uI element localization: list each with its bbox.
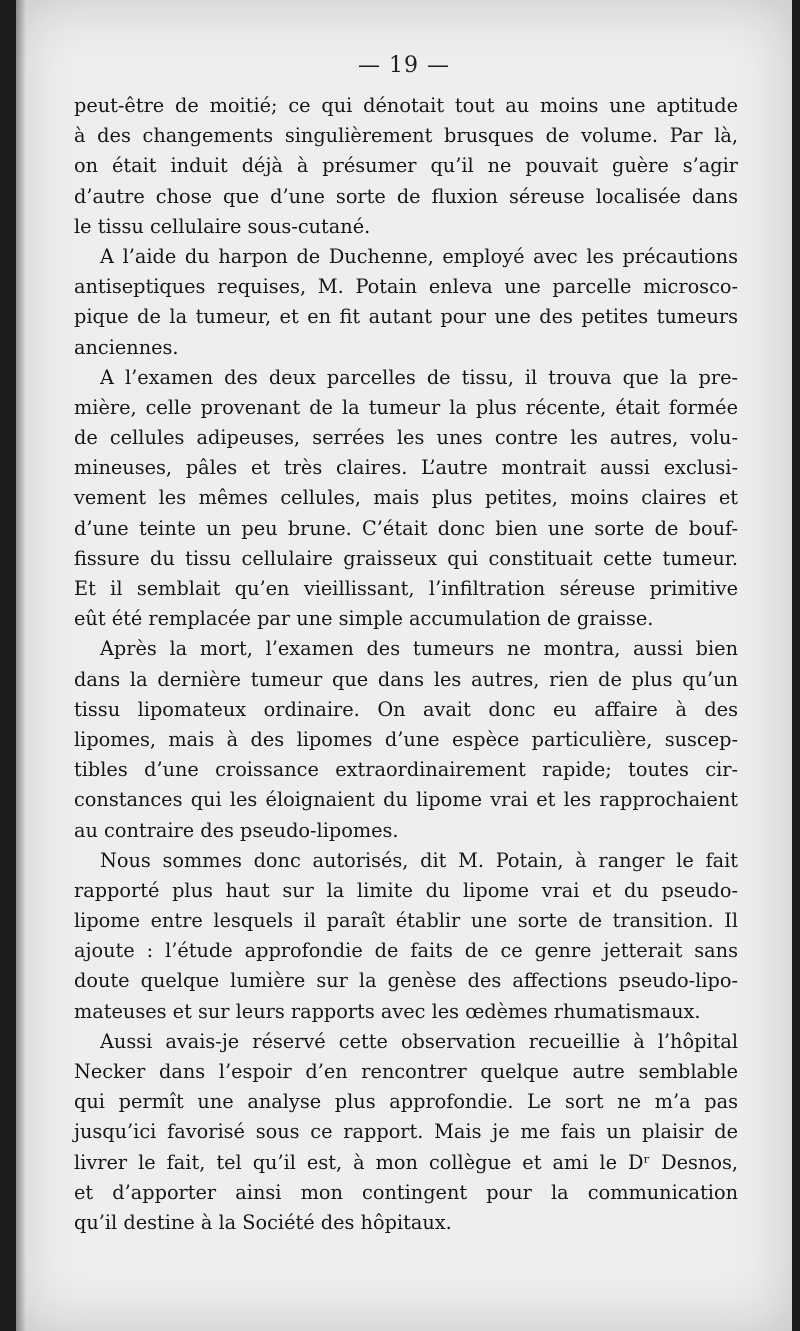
text-line: eût été remplacée par une simple accumulation de graisse. <box>74 607 654 631</box>
text-line: Nous sommes donc autorisés, dit M. Potain, à ranger le fait <box>100 848 738 872</box>
text-line: rapporté plus haut sur la limite du lipome vrai et du pseudo- <box>74 878 738 902</box>
text-line: qui permît une analyse plus approfondie. Le sort ne m’a pas <box>74 1090 738 1114</box>
text-line: Necker dans l’espoir d’en rencontrer quelque autre semblable <box>74 1060 738 1083</box>
text-line: lipomes, mais à des lipomes d’une espèce particulière, suscep- <box>74 727 738 751</box>
text-line: Et il semblait qu’en vieillissant, l’infiltration séreuse primitive <box>74 577 738 600</box>
text-line: peut-être de moitié; ce qui dénotait tout au moins une aptitude <box>74 94 738 117</box>
text-line: antiseptiques requises, M. Potain enleva une parcelle microsco- <box>74 275 738 299</box>
text-line: qu’il destine à la Société des hôpitaux. <box>74 1210 452 1234</box>
text-line: au contraire des pseudo-lipomes. <box>74 818 399 842</box>
paragraph-6 <box>74 1027 738 1238</box>
text-line: constances qui les éloignaient du lipome vrai et les rapprochaient <box>74 788 738 812</box>
text-line: à des changements singulièrement brusques de volume. Par là, <box>74 124 738 148</box>
text-line: Après la mort, l’examen des tumeurs ne montra, aussi bien <box>100 637 738 661</box>
text-line: vement les mêmes cellules, mais plus petites, moins claires et <box>74 486 738 510</box>
page-number: — 19 — <box>358 53 450 78</box>
text-line: jusqu’ici favorisé sous ce rapport. Mais je me fais un plaisir de <box>74 1120 738 1144</box>
book-page <box>16 0 792 1331</box>
paragraph-5 <box>74 846 738 1027</box>
text-line: ajoute : l’étude approfondie de faits de ce genre jetterait sans <box>74 939 738 963</box>
paragraph-2 <box>74 242 738 363</box>
text-line: mineuses, pâles et très claires. L’autre montrait aussi exclusi- <box>74 456 738 480</box>
text-line: tibles d’une croissance extraordinairement rapide; toutes cir- <box>74 758 738 782</box>
text-line: lipome entre lesquels il paraît établir une sorte de transition. Il <box>74 909 738 933</box>
text-line: tissu lipomateux ordinaire. On avait donc eu affaire à des <box>74 697 738 721</box>
text-line: A l’aide du harpon de Duchenne, employé avec les précautions <box>100 244 738 268</box>
body-text <box>74 91 738 1238</box>
text-line: le tissu cellulaire sous-cutané. <box>74 214 371 238</box>
paragraph-4 <box>74 634 738 845</box>
text-line: anciennes. <box>74 335 179 359</box>
text-line: dans la dernière tumeur que dans les autres, rien de plus qu’un <box>74 667 738 691</box>
text-line: pique de la tumeur, et en fit autant pour une des petites tumeurs <box>74 305 738 329</box>
paragraph-1 <box>74 91 738 242</box>
text-line: Aussi avais-je réservé cette observation recueillie à l’hôpital <box>100 1029 738 1053</box>
text-line: d’autre chose que d’une sorte de fluxion séreuse localisée dans <box>74 184 738 208</box>
text-line: doute quelque lumière sur la genèse des affections pseudo-lipo- <box>74 969 738 993</box>
text-line: et d’apporter ainsi mon contingent pour la communication <box>74 1180 738 1204</box>
text-line: livrer le fait, tel qu’il est, à mon collègue et ami le Dʳ Desnos, <box>74 1150 738 1174</box>
text-line: on était induit déjà à présumer qu’il ne pouvait guère s’agir <box>74 154 738 178</box>
text-line: mateuses et sur leurs rapports avec les œdèmes rhumatismaux. <box>74 999 701 1023</box>
text-line: d’une teinte un peu brune. C’était donc bien une sorte de bouf- <box>74 516 738 540</box>
text-line: mière, celle provenant de la tumeur la plus récente, était formée <box>74 395 738 419</box>
paragraph-3 <box>74 363 738 635</box>
text-line: fissure du tissu cellulaire graisseux qui constituait cette tumeur. <box>74 546 738 570</box>
text-line: de cellules adipeuses, serrées les unes contre les autres, volu- <box>74 426 738 450</box>
text-line: A l’examen des deux parcelles de tissu, il trouva que la pre- <box>100 365 738 389</box>
